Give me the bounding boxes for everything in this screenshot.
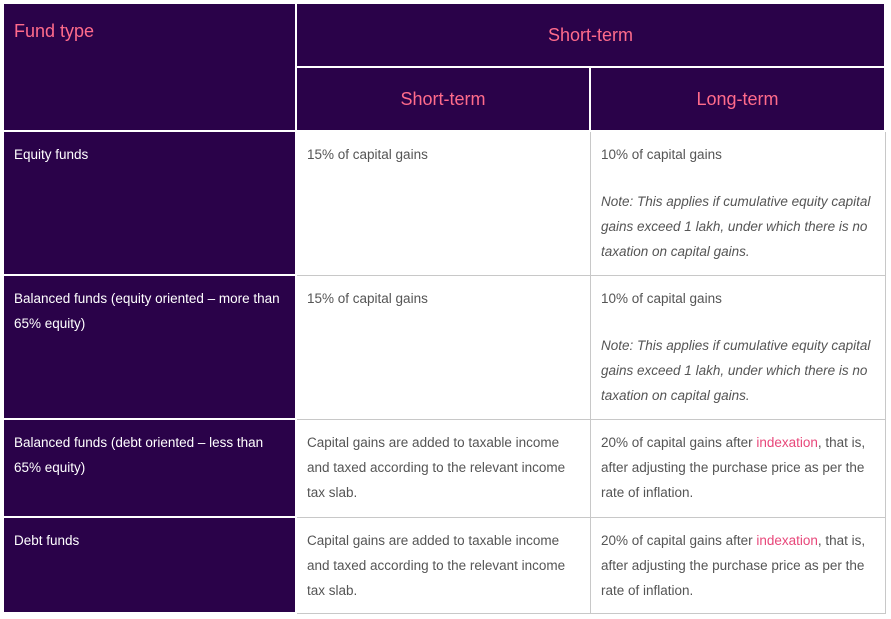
fund-name: Equity funds — [14, 147, 89, 162]
fund-type-header — [4, 4, 297, 132]
indexation-link[interactable]: indexation — [756, 435, 818, 450]
short-term-cell — [297, 420, 591, 518]
group-header-label: Short-term — [547, 24, 634, 45]
short-term-cell — [297, 132, 591, 276]
long-term-text: 10% of capital gains — [601, 291, 722, 306]
table-row-header — [4, 276, 297, 420]
short-term-text: Capital gains are added to taxable income and taxed according to the relevant income tax slab. — [307, 533, 566, 598]
long-term-header-label: Long-term — [696, 88, 779, 109]
short-term-text: Capital gains are added to taxable income and taxed according to the relevant income tax slab. — [307, 435, 566, 500]
note-text: Note: This applies if cumulative equity capital gains exceed 1 lakh, under which there is no taxation on capital gains. — [601, 194, 871, 259]
short-term-text: 15% of capital gains — [307, 147, 428, 162]
table-row-header — [4, 420, 297, 518]
long-term-text — [601, 430, 875, 505]
table-row-header — [4, 518, 297, 614]
fund-name: Balanced funds (equity oriented – more than 65% equity) — [14, 291, 280, 331]
long-term-cell — [591, 518, 886, 614]
long-term-text-pre: 20% of capital gains after — [601, 435, 757, 450]
indexation-link[interactable]: indexation — [756, 533, 818, 548]
fund-type-header-label: Fund type — [14, 21, 95, 41]
long-term-text-post: , that is, after adjusting the purchase price as per the rate of inflation. — [601, 435, 866, 500]
short-term-cell — [297, 518, 591, 614]
short-term-cell — [297, 276, 591, 420]
long-term-text: 10% of capital gains — [601, 147, 722, 162]
short-term-header — [297, 68, 591, 132]
long-term-cell — [591, 276, 886, 420]
short-term-header-label: Short-term — [400, 88, 486, 109]
group-header — [297, 4, 886, 68]
short-term-text: 15% of capital gains — [307, 291, 428, 306]
long-term-cell — [591, 132, 886, 276]
long-term-cell — [591, 420, 886, 518]
table-row-header — [4, 132, 297, 276]
note-text: Note: This applies if cumulative equity capital gains exceed 1 lakh, under which there is no taxation on capital gains. — [601, 338, 871, 403]
tax-table — [4, 4, 886, 614]
long-term-text-post: , that is, after adjusting the purchase price as per the rate of inflation. — [601, 533, 866, 598]
long-term-header — [591, 68, 886, 132]
long-term-text — [601, 528, 875, 603]
fund-name: Debt funds — [14, 533, 80, 548]
long-term-text-pre: 20% of capital gains after — [601, 533, 757, 548]
fund-name: Balanced funds (debt oriented – less than 65% equity) — [14, 435, 264, 475]
